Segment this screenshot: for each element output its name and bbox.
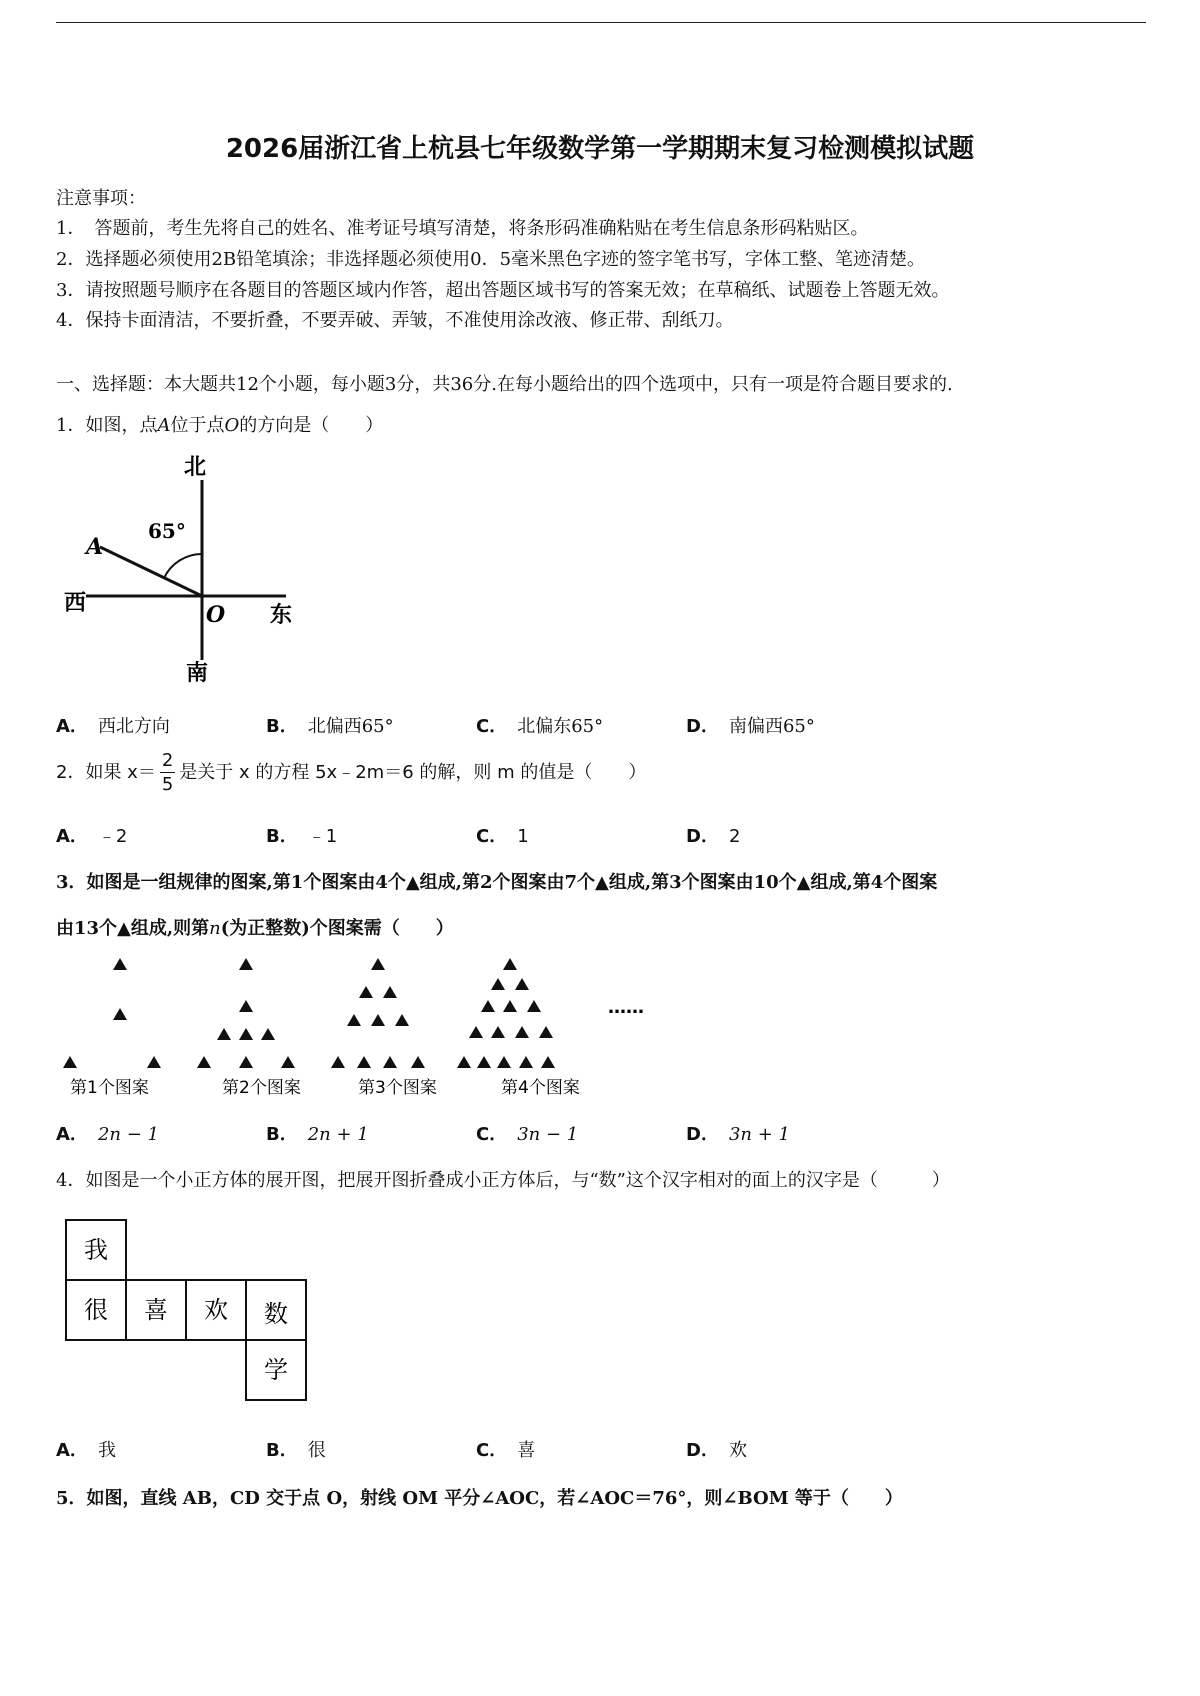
label-south: 南 [186,660,209,686]
notice-item: 2．选择题必须使用2B铅笔填涂；非选择题必须使用0．5毫米黑色字迹的签字笔书写，字体工整、笔迹清楚。 [56,249,926,270]
question-5: 5．如图，直线 AB，CD 交于点 O，射线 OM 平分∠AOC，若∠AOC＝76°，则∠BOM 等于（ ） [56,1488,903,1509]
net-cell-text: 欢 [204,1296,228,1324]
page-title: 2026届浙江省上杭县七年级数学第一学期期末复习检测模拟试题 [225,134,975,164]
option-b[interactable]: B． ﹣1 [266,826,338,847]
triangle-mark [503,958,517,970]
triangle-mark [491,978,505,990]
notice-item: 1． 答题前，考生先将自己的姓名、准考证号填写清楚，将条形码准确粘贴在考生信息条形码粘贴区。 [56,218,869,239]
triangle-mark [469,1026,483,1038]
triangle-mark [383,1056,397,1068]
label-north: 北 [184,454,207,480]
notice-item: 3．请按照题号顺序在各题目的答题区域内作答，超出答题区域书写的答案无效；在草稿纸、试题卷上答题无效。 [56,280,950,301]
question-1-pre: 1．如图，点 [56,415,158,436]
triangle-mark [497,1056,511,1068]
cube-net-figure [64,1218,324,1408]
triangle-mark [481,1000,495,1012]
fraction-denominator: 5 [161,774,174,795]
triangle-mark [519,1056,533,1068]
triangle-mark [371,1014,385,1026]
triangle-mark [113,958,127,970]
triangle-mark [539,1026,553,1038]
net-cell-text: 学 [264,1356,288,1384]
net-cell-text: 数 [264,1300,288,1328]
triangle-mark [197,1056,211,1068]
triangle-mark [63,1056,77,1068]
question-2-pre: 2．如果 x＝ [56,762,156,783]
option-a[interactable]: A． 我 [56,1440,116,1461]
question-3-var-n: n [209,918,221,939]
label-point-o: O [206,602,226,628]
triangle-mark [239,958,253,970]
triangle-mark [477,1056,491,1068]
option-c[interactable]: C． 3n − 1 [476,1124,579,1145]
triangle-mark [541,1056,555,1068]
triangle-mark [491,1026,505,1038]
question-2 [56,752,646,794]
notice-item: 4．保持卡面清洁，不要折叠，不要弄破、弄皱，不准使用涂改液、修正带、刮纸刀。 [56,310,734,331]
net-cell-text: 我 [84,1236,108,1264]
triangle-mark [457,1056,471,1068]
net-cell-text: 喜 [144,1296,168,1324]
label-east: 东 [270,602,293,628]
option-d[interactable]: D． 2 [686,826,741,847]
section-heading: 一、选择题：本大题共12个小题，每小题3分，共36分.在每小题给出的四个选项中，只有一项是符合题目要求的. [56,374,953,395]
triangle-mark [239,1028,253,1040]
label-angle: 65° [148,519,186,543]
question-3-line-1: 3．如图是一组规律的图案,第1个图案由4个▲组成,第2个图案由7个▲组成,第3个图案由10个▲组成,第4个图案 [56,872,938,893]
option-a[interactable]: A． 2n − 1 [56,1124,159,1145]
option-a[interactable]: A． ﹣2 [56,826,128,847]
question-1-var-o: O [224,415,240,436]
question-4: 4．如图是一个小正方体的展开图，把展开图折叠成小正方体后，与“数”这个汉字相对的面上的汉字是（ ） [56,1170,950,1191]
triangle-pattern-figure [56,955,686,1105]
option-b[interactable]: B． 很 [266,1440,326,1461]
triangle-mark [261,1028,275,1040]
pattern-label-4: 第4个图案 [501,1078,580,1098]
fraction-numerator: 2 [161,750,174,771]
pattern-label-1: 第1个图案 [70,1078,149,1098]
option-b[interactable]: B． 北偏西65° [266,716,394,737]
option-d[interactable]: D． 南偏西65° [686,716,815,737]
triangle-mark [527,1000,541,1012]
question-1-mid: 位于点 [170,415,225,436]
question-1 [56,411,383,437]
triangle-mark [147,1056,161,1068]
triangle-mark [411,1056,425,1068]
option-d[interactable]: D． 欢 [686,1440,747,1461]
triangle-marks [63,958,555,1068]
triangle-mark [515,1026,529,1038]
option-c[interactable]: C． 北偏东65° [476,716,604,737]
option-b[interactable]: B． 2n + 1 [266,1124,369,1145]
triangle-mark [395,1014,409,1026]
triangle-mark [357,1056,371,1068]
question-1-var-a: A [157,415,171,436]
notice-heading: 注意事项： [56,188,146,209]
triangle-mark [239,1056,253,1068]
question-1-post: 的方向是（ ） [239,415,384,436]
angle-arc [164,554,202,578]
triangle-mark [331,1056,345,1068]
label-point-a: A [86,534,104,560]
triangle-mark [515,978,529,990]
option-a[interactable]: A． 西北方向 [56,716,170,737]
triangle-mark [359,986,373,998]
triangle-mark [113,1008,127,1020]
compass-figure [56,450,316,690]
pattern-ellipsis: …… [608,997,644,1018]
pattern-label-2: 第2个图案 [222,1078,301,1098]
option-c[interactable]: C． 喜 [476,1440,536,1461]
fraction [160,752,175,794]
net-cell-text: 很 [84,1296,108,1324]
triangle-mark [239,1000,253,1012]
question-2-post: 是关于 x 的方程 5x﹣2m＝6 的解，则 m 的值是（ ） [179,762,647,783]
option-c[interactable]: C． 1 [476,826,529,847]
triangle-mark [347,1014,361,1026]
ray-oa [100,547,202,596]
option-d[interactable]: D． 3n + 1 [686,1124,790,1145]
label-west: 西 [64,590,87,616]
question-3-line-2: 由13个▲组成,则第n(为正整数)个图案需（ ） [56,918,454,939]
pattern-label-3: 第3个图案 [358,1078,437,1098]
triangle-mark [281,1056,295,1068]
triangle-mark [503,1000,517,1012]
header-rule [56,22,1146,23]
triangle-mark [383,986,397,998]
triangle-mark [217,1028,231,1040]
triangle-mark [371,958,385,970]
